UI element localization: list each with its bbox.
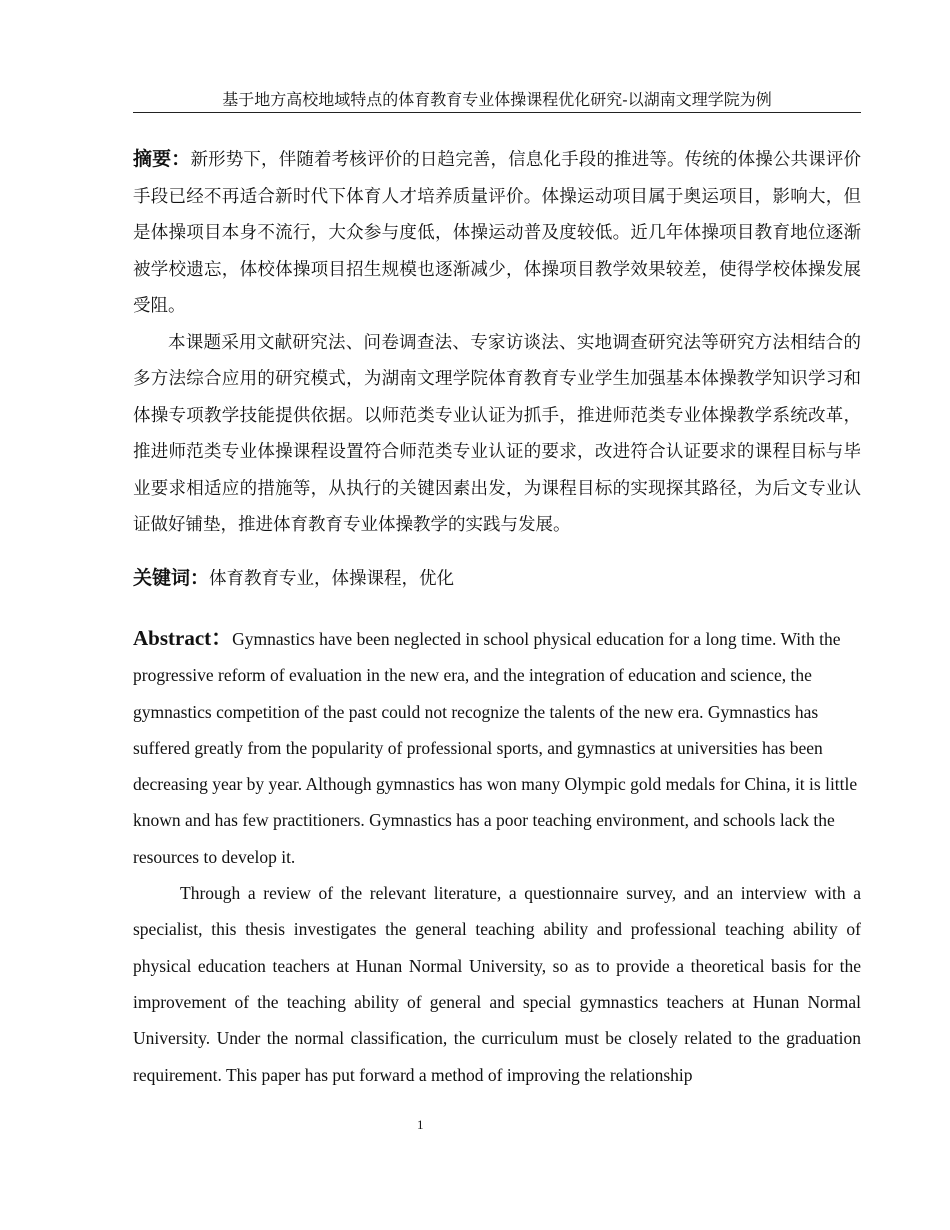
chinese-abstract-text-1: 新形势下，伴随着考核评价的日趋完善，信息化手段的推进等。传统的体操公共课评价手段已经不再适合新时代下体育人才培养质量评价。体操运动项目属于奥运项目，影响大，但是体操项目本身不流行，大众参与度低，体操运动普及度较低。近几年体操项目教育地位逐渐被学校遗忘，体校体操项目招生规模也逐渐减少，体操项目教学效果较差，使得学校体操发展受阻。 (133, 150, 861, 316)
chinese-keywords (133, 560, 861, 598)
chinese-abstract-paragraph-1 (133, 141, 861, 325)
english-abstract-paragraph-1 (133, 620, 861, 875)
english-abstract-paragraph-2: Through a review of the relevant literature, a questionnaire survey, and an interview with a specialist, this thesis investigates the general teaching ability and professional teaching ability of physical education teachers at Hunan Normal University, so as to provide a theoretical basis for the improvement of the teaching ability of general and special gymnastics teachers at Hunan Normal University. Under the normal classification, the curriculum must be closely related to the graduation requirement. This paper has put forward a method of improving the relationship (133, 883, 861, 1085)
english-abstract (133, 620, 861, 1093)
english-abstract-text-1: Gymnastics have been neglected in school physical education for a long time. With the progressive reform of evaluation in the new era, and the integration of education and science, the gymnastics competition of the past could not recognize the talents of the new era. Gymnastics has suffered greatly from the popularity of professional sports, and gymnastics at universities has been decreasing year by year. Although gymnastics has won many Olympic gold medals for China, it is little known and has few practitioners. Gymnastics has a poor teaching environment, and schools lack the resources to develop it. (133, 629, 858, 867)
chinese-abstract-label: 摘要： (133, 148, 191, 170)
chinese-abstract-paragraph-2: 本课题采用文献研究法、问卷调查法、专家访谈法、实地调查研究法等研究方法相结合的多方法综合应用的研究模式，为湖南文理学院体育教育专业学生加强基本体操教学知识学习和体操专项教学技能提供依据。以师范类专业认证为抓手，推进师范类专业体操教学系统改革，推进师范类专业体操课程设置符合师范类专业认证的要求，改进符合认证要求的课程目标与毕业要求相适应的措施等，从执行的关键因素出发，为课程目标的实现探其路径，为后文专业认证做好铺垫，推进体育教育专业体操教学的实践与发展。 (133, 332, 861, 535)
chinese-keywords-text: 体育教育专业，体操课程，优化 (209, 569, 455, 589)
chinese-abstract (133, 141, 861, 544)
running-header: 基于地方高校地域特点的体育教育专业体操课程优化研究-以湖南文理学院为例 (133, 90, 861, 113)
english-abstract-label: Abstract： (133, 626, 233, 650)
chinese-keywords-label: 关键词： (133, 567, 210, 589)
